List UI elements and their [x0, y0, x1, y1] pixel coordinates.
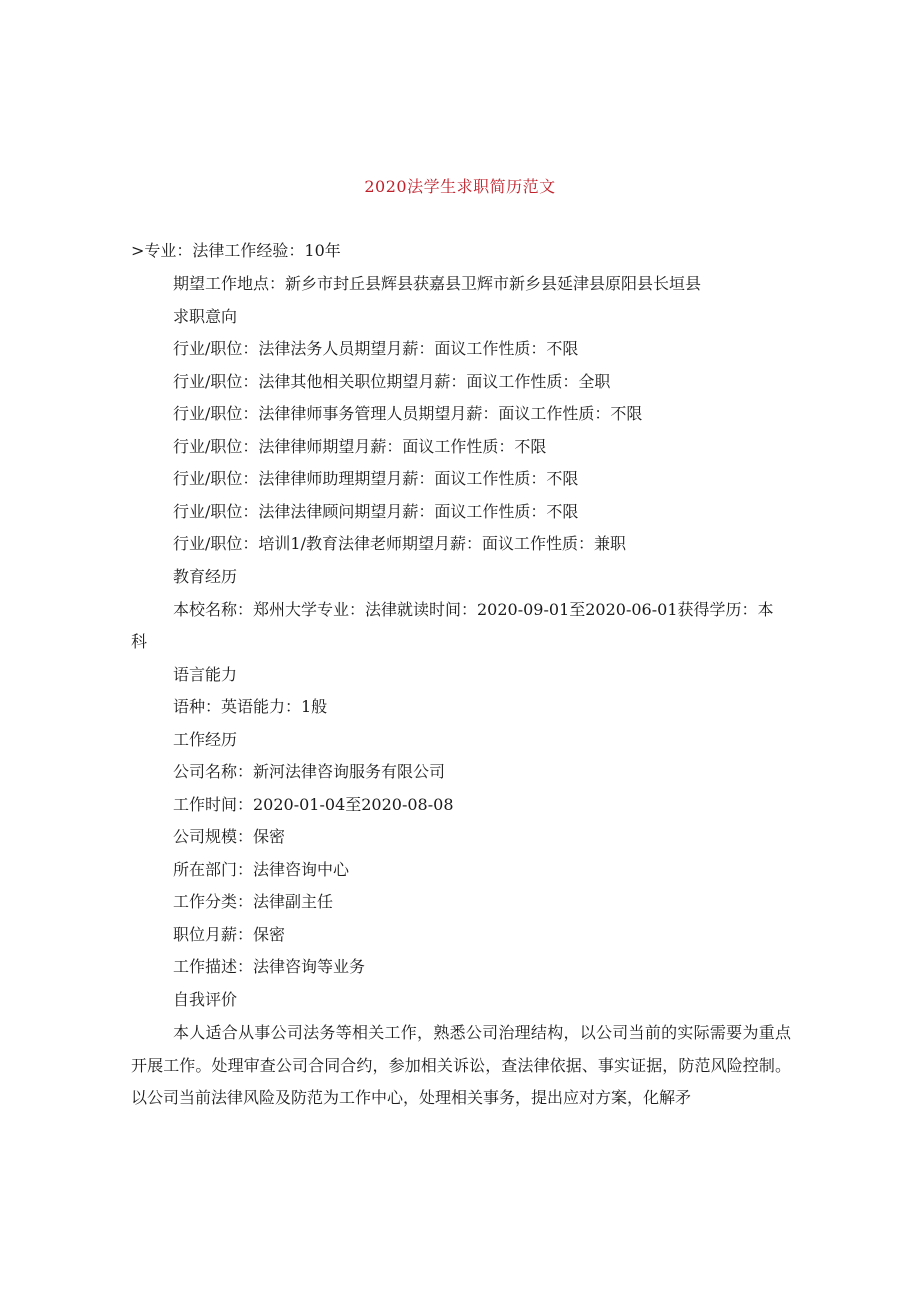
section-heading-language: 语言能力 — [173, 665, 238, 684]
section-heading-education: 教育经历 — [173, 567, 238, 586]
section-heading-self: 自我评价 — [173, 990, 238, 1009]
intent-item: 行业/职位：法律律师助理期望月薪：面议工作性质：不限 — [173, 469, 579, 488]
intent-item: 行业/职位：法律其他相关职位期望月薪：面议工作性质：全职 — [173, 372, 611, 391]
intent-item: 行业/职位：法律律师期望月薪：面议工作性质：不限 — [173, 437, 547, 456]
work-item: 所在部门：法律咨询中心 — [173, 860, 350, 879]
work-item: 职位月薪：保密 — [173, 925, 286, 944]
document-title: 2020法学生求职简历范文 — [364, 177, 556, 196]
header-line: >专业：法律工作经验：10年 — [131, 241, 341, 260]
education-line: 本校名称：郑州大学专业：法律就读时间：2020-09-01至2020-06-01获得学历：本 — [173, 600, 774, 619]
work-item: 工作描述：法律咨询等业务 — [173, 957, 366, 976]
work-item: 工作分类：法律副主任 — [173, 892, 334, 911]
section-heading-intent: 求职意向 — [173, 307, 238, 326]
expected-location: 期望工作地点：新乡市封丘县辉县获嘉县卫辉市新乡县延津县原阳县长垣县 — [173, 274, 702, 293]
work-item: 公司规模：保密 — [173, 827, 286, 846]
self-evaluation-paragraph: 本人适合从事公司法务等相关工作，熟悉公司治理结构，以公司当前的实际需要为重点开展工作。处理审查公司合同合约，参加相关诉讼，查法律依据、事实证据，防范风险控制。以公司当前法律风险及防范为工作中心，处理相关事务，提出应对方案，化解矛 — [131, 1023, 791, 1107]
intent-item: 行业/职位：法律法律顾问期望月薪：面议工作性质：不限 — [173, 502, 579, 521]
intent-item: 行业/职位：培训1/教育法律老师期望月薪：面议工作性质：兼职 — [173, 534, 626, 553]
work-item: 公司名称：新河法律咨询服务有限公司 — [173, 762, 446, 781]
intent-item: 行业/职位：法律法务人员期望月薪：面议工作性质：不限 — [173, 339, 579, 358]
language-line: 语种：英语能力：1般 — [173, 697, 328, 716]
education-line-cont: 科 — [131, 632, 148, 651]
work-item: 工作时间：2020-01-04至2020-08-08 — [173, 795, 454, 814]
section-heading-work: 工作经历 — [173, 730, 238, 749]
intent-item: 行业/职位：法律律师事务管理人员期望月薪：面议工作性质：不限 — [173, 404, 643, 423]
